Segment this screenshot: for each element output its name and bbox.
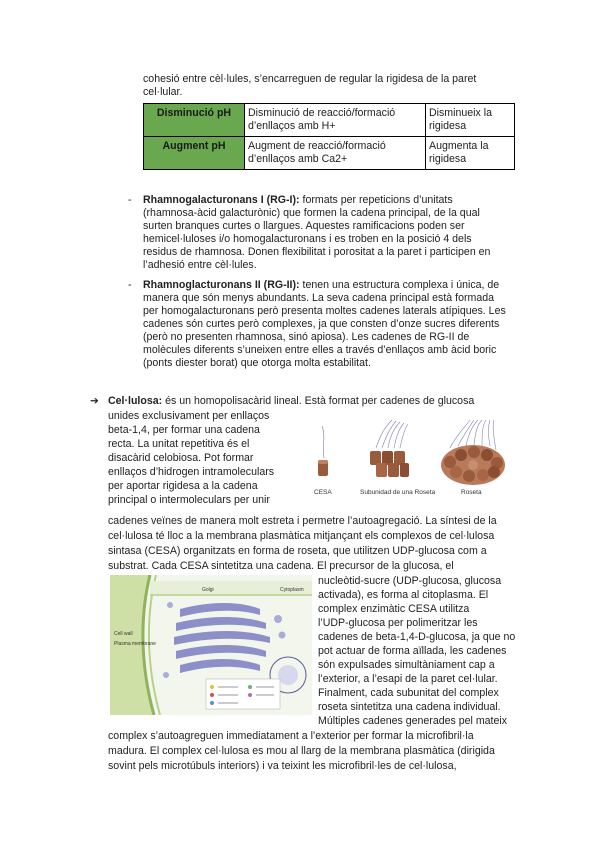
table-row <box>144 137 515 170</box>
bullet-term: Rhamnoglacturonans II (RG-II): <box>143 279 300 291</box>
bullet-line: surten branques curtes o llargues. Aquestes ramificacions poden ser <box>143 220 465 232</box>
table-header-cell: Augment pH <box>144 137 245 170</box>
cellulose-bottom-line: complex s’autoagreguen immediatament a l’exterior per formar la microfibril·la <box>108 730 474 742</box>
table-cell <box>426 104 515 137</box>
bullet-text: tenen una estructura complexa i única, de <box>299 279 500 291</box>
figure-label-subunit: Subunidad de una Roseta <box>360 489 436 496</box>
table-header-cell: Disminució pH <box>144 104 245 137</box>
cellulose-first-line <box>108 395 474 408</box>
cellulose-right-line: nucleòtid-sucre (UDP-glucosa, glucosa <box>318 575 502 587</box>
table-cell-line: Disminueix la <box>429 107 492 119</box>
bullet-line: (rhamnosa-àcid galacturònic) que formen la cadena principal, de la qual <box>143 207 480 219</box>
table-cell-line: rigidesa <box>429 120 467 132</box>
figure-label-golgi: Golgi <box>202 587 214 593</box>
cellulose-right-line: Múltiples cadenes generades pel mateix <box>318 715 508 727</box>
bullet-line: per homogalacturonans però presenta moltes cadenes laterals atípiques. Les <box>143 305 506 317</box>
table-cell-line: Disminució de reacció/formació <box>248 107 396 119</box>
cellulose-right-line: l’exterior, a l’esapi de la paret cel·lular. <box>318 673 498 685</box>
bullet-line: (ponts diester borat) que otorga molta estabilitat. <box>143 357 371 369</box>
table-cell-line: Augment de reacció/formació <box>248 140 386 152</box>
bullet-dash: - <box>128 194 132 206</box>
cellulose-left-line: per aportar rigidesa a la cadena <box>108 480 258 492</box>
cesa-rosette-figure <box>298 418 508 503</box>
cellulose-full-line: cel·lulosa té lloc a la membrana plasmàtica mitjançant els complexos de cel·lulosa <box>108 530 495 542</box>
table-cell-line: Augmenta la <box>429 140 489 152</box>
bullet-rg1-first <box>143 194 453 207</box>
bullet-line: (però no presenten rhamnosa, sinó apiosa). Les cadenes de RG-II de <box>143 331 470 343</box>
cellulose-right-line: pot actuar de forma aïllada, les cadenes <box>318 645 507 657</box>
bullet-line: residus de rhamnosa. Donen flexibilitat i porositat a la paret i participen en <box>143 246 491 258</box>
cellulose-right-line: són expulsades simultàniament cap a <box>318 659 495 671</box>
table-cell <box>245 137 426 170</box>
bullet-line: manera que són menys abundants. La seva cadena principal està formada <box>143 292 494 304</box>
cellulose-bottom-line: sovint pels microtúbuls interiors) i va teixint les microfibril·les de cel·lulosa, <box>108 760 457 772</box>
cellulose-left-line: unides exclusivament per enllaços <box>108 410 270 422</box>
intro-line-1: cohesió entre cèl·lules, s’encarreguen de regular la rigidesa de la paret <box>143 73 477 85</box>
table-cell-line: rigidesa <box>429 153 467 165</box>
intro-line-2: cel·lular. <box>143 86 183 98</box>
cellulose-full-line: substrat. Cada CESA sintetitza una cadena. El precursor de la glucosa, el <box>108 560 454 572</box>
cellulose-bottom-line: madura. El complex cel·lulosa es mou al llarg de la membrana plasmàtica (dirigida <box>108 745 495 757</box>
table-cell-line: d’enllaços amb Ca2+ <box>248 153 348 165</box>
figure-label-cesa: CESA <box>314 489 332 496</box>
cellulose-left-line: principal o intermoleculars per unir <box>108 494 270 506</box>
cellulose-right-line: Finalment, cada subunitat del complex <box>318 687 499 699</box>
cellulose-left-line: recta. La unitat repetitiva és el <box>108 438 250 450</box>
bullet-line: cadenes són curtes però complexes, ja que consten d’onze sucres diferents <box>143 318 500 330</box>
bullet-line: hemicel·luloses i/o homogalacturonans i es troben en la posició 4 dels <box>143 233 472 245</box>
figure-label-cytoplasm: Cytoplasm <box>280 587 304 593</box>
cellulose-term: Cel·lulosa: <box>108 395 163 407</box>
figure-label-plasma-membrane: Plasma membrane <box>114 641 156 647</box>
figure-label-cell-wall: Cell wall <box>114 631 133 637</box>
bullet-rg2-first <box>143 279 499 292</box>
cellulose-left-line: disacàrid celobiosa. Pot formar <box>108 452 254 464</box>
cellulose-right-line: roseta sintetitza una cadena individual. <box>318 701 501 713</box>
table-cell <box>245 104 426 137</box>
bullet-line: l’adhesió entre cèl·lules. <box>143 259 257 271</box>
cellulose-right-line: activada), es forma al citoplasma. El <box>318 589 489 601</box>
arrow-icon: ➔ <box>90 395 99 407</box>
cellulose-right-line: l’UDP-glucosa per polimeritzar les <box>318 617 478 629</box>
cellulose-left-line: beta-1,4, per formar una cadena <box>108 424 260 436</box>
bullet-term: Rhamnogalacturonans I (RG-I): <box>143 194 300 206</box>
table-row <box>144 104 515 137</box>
cesa-unit <box>318 426 328 476</box>
rosette <box>441 420 505 485</box>
cellulose-left-line: enllaços d’hidrogen intramoleculars <box>108 466 275 478</box>
cellulose-right-line: complex enzimàtic CESA utilitza <box>318 603 470 615</box>
table-cell-line: d’enllaços amb H+ <box>248 120 336 132</box>
cellulose-full-line: cadenes veïnes de manera molt estreta i permetre l’autoagregació. La síntesi de la <box>108 515 497 527</box>
table-cell <box>426 137 515 170</box>
bullet-line: molècules diferents s’uneixen entre elles a través d’enllaços amb àcid boric <box>143 344 497 356</box>
bullet-dash: - <box>128 279 132 291</box>
ph-table <box>143 103 515 170</box>
rosette-subunit <box>370 420 409 477</box>
cellulose-right-line: cadenes de beta-1,4-D-glucosa, ja que no <box>318 631 516 643</box>
cellulose-text: és un homopolisacàrid lineal. Està format per cadenes de glucosa <box>162 395 475 407</box>
bullet-text: formats per repeticions d’unitats <box>299 194 453 206</box>
figure-label-rosette: Roseta <box>461 489 482 496</box>
cellulose-full-line: sintasa (CESA) organitzats en forma de roseta, que utilitzen UDP-glucosa com a <box>108 545 487 557</box>
golgi-synthesis-figure <box>110 575 312 715</box>
